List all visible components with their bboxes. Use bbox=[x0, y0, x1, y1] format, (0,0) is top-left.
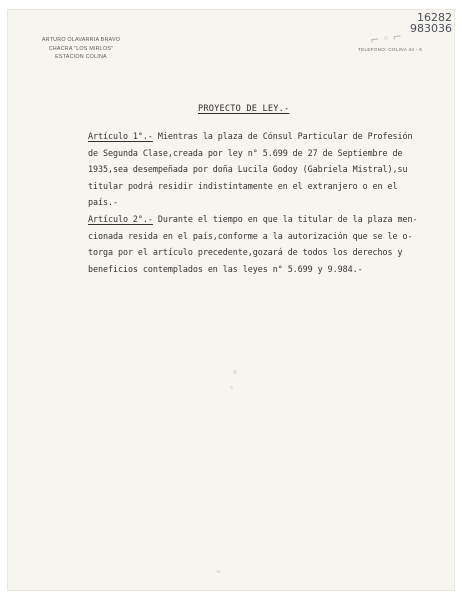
article-2-line-4: beneficios contemplados en las leyes n° 5.699 y 9.984.- bbox=[88, 263, 363, 274]
catalog-number-line2: 983036 bbox=[410, 22, 452, 35]
article-2-line-2: cionada resida en el país,conforme a la autorización que se le o- bbox=[88, 230, 413, 241]
letterhead bbox=[26, 36, 136, 62]
document-title: PROYECTO DE LEY.- bbox=[198, 104, 290, 114]
letterhead-phone: TELEFONO: COLINA 44 - 6 bbox=[358, 47, 423, 52]
article-2-heading: Artículo 2°.- bbox=[88, 213, 153, 224]
catalog-number bbox=[400, 12, 452, 34]
article-2-text-1: Durante el tiempo en que la titular de la plaza men- bbox=[152, 213, 418, 224]
faint-stamp-mark: ⌐ ◦ ⌐ bbox=[369, 29, 403, 48]
letterhead-station: ESTACION COLINA bbox=[55, 54, 107, 60]
document-page bbox=[8, 10, 454, 590]
article-1-heading: Artículo 1°.- bbox=[88, 131, 153, 141]
letterhead-farm: CHACRA "LOS MIRLOS" bbox=[48, 45, 114, 52]
paper-speck bbox=[230, 386, 233, 389]
article-1-text-1: Mientras la plaza de Cónsul Particular de Profesión bbox=[152, 131, 413, 141]
catalog-number-line1: 16282 bbox=[417, 11, 452, 24]
article-1-line-4: titular podrá residir indistintamente en el extranjero o en el bbox=[88, 180, 398, 191]
article-1-line-2: de Segunda Clase,creada por ley n° 5.699 de 27 de Septiembre de bbox=[88, 147, 403, 158]
article-2-line-3: torga por el artículo precedente,gozará de todos los derechos y bbox=[88, 247, 403, 258]
paper-speck bbox=[216, 570, 221, 573]
article-2-line-1 bbox=[88, 211, 450, 228]
article-1-line-1 bbox=[88, 128, 450, 145]
article-1-line-5: país.- bbox=[88, 197, 118, 208]
paper-speck bbox=[233, 370, 237, 374]
letterhead-name: ARTURO OLAVARRIA BRAVO bbox=[41, 37, 121, 43]
document-body bbox=[88, 128, 450, 277]
article-1-line-3: 1935,sea desempeñada por doña Lucila Godoy (Gabriela Mistral),su bbox=[88, 164, 408, 175]
